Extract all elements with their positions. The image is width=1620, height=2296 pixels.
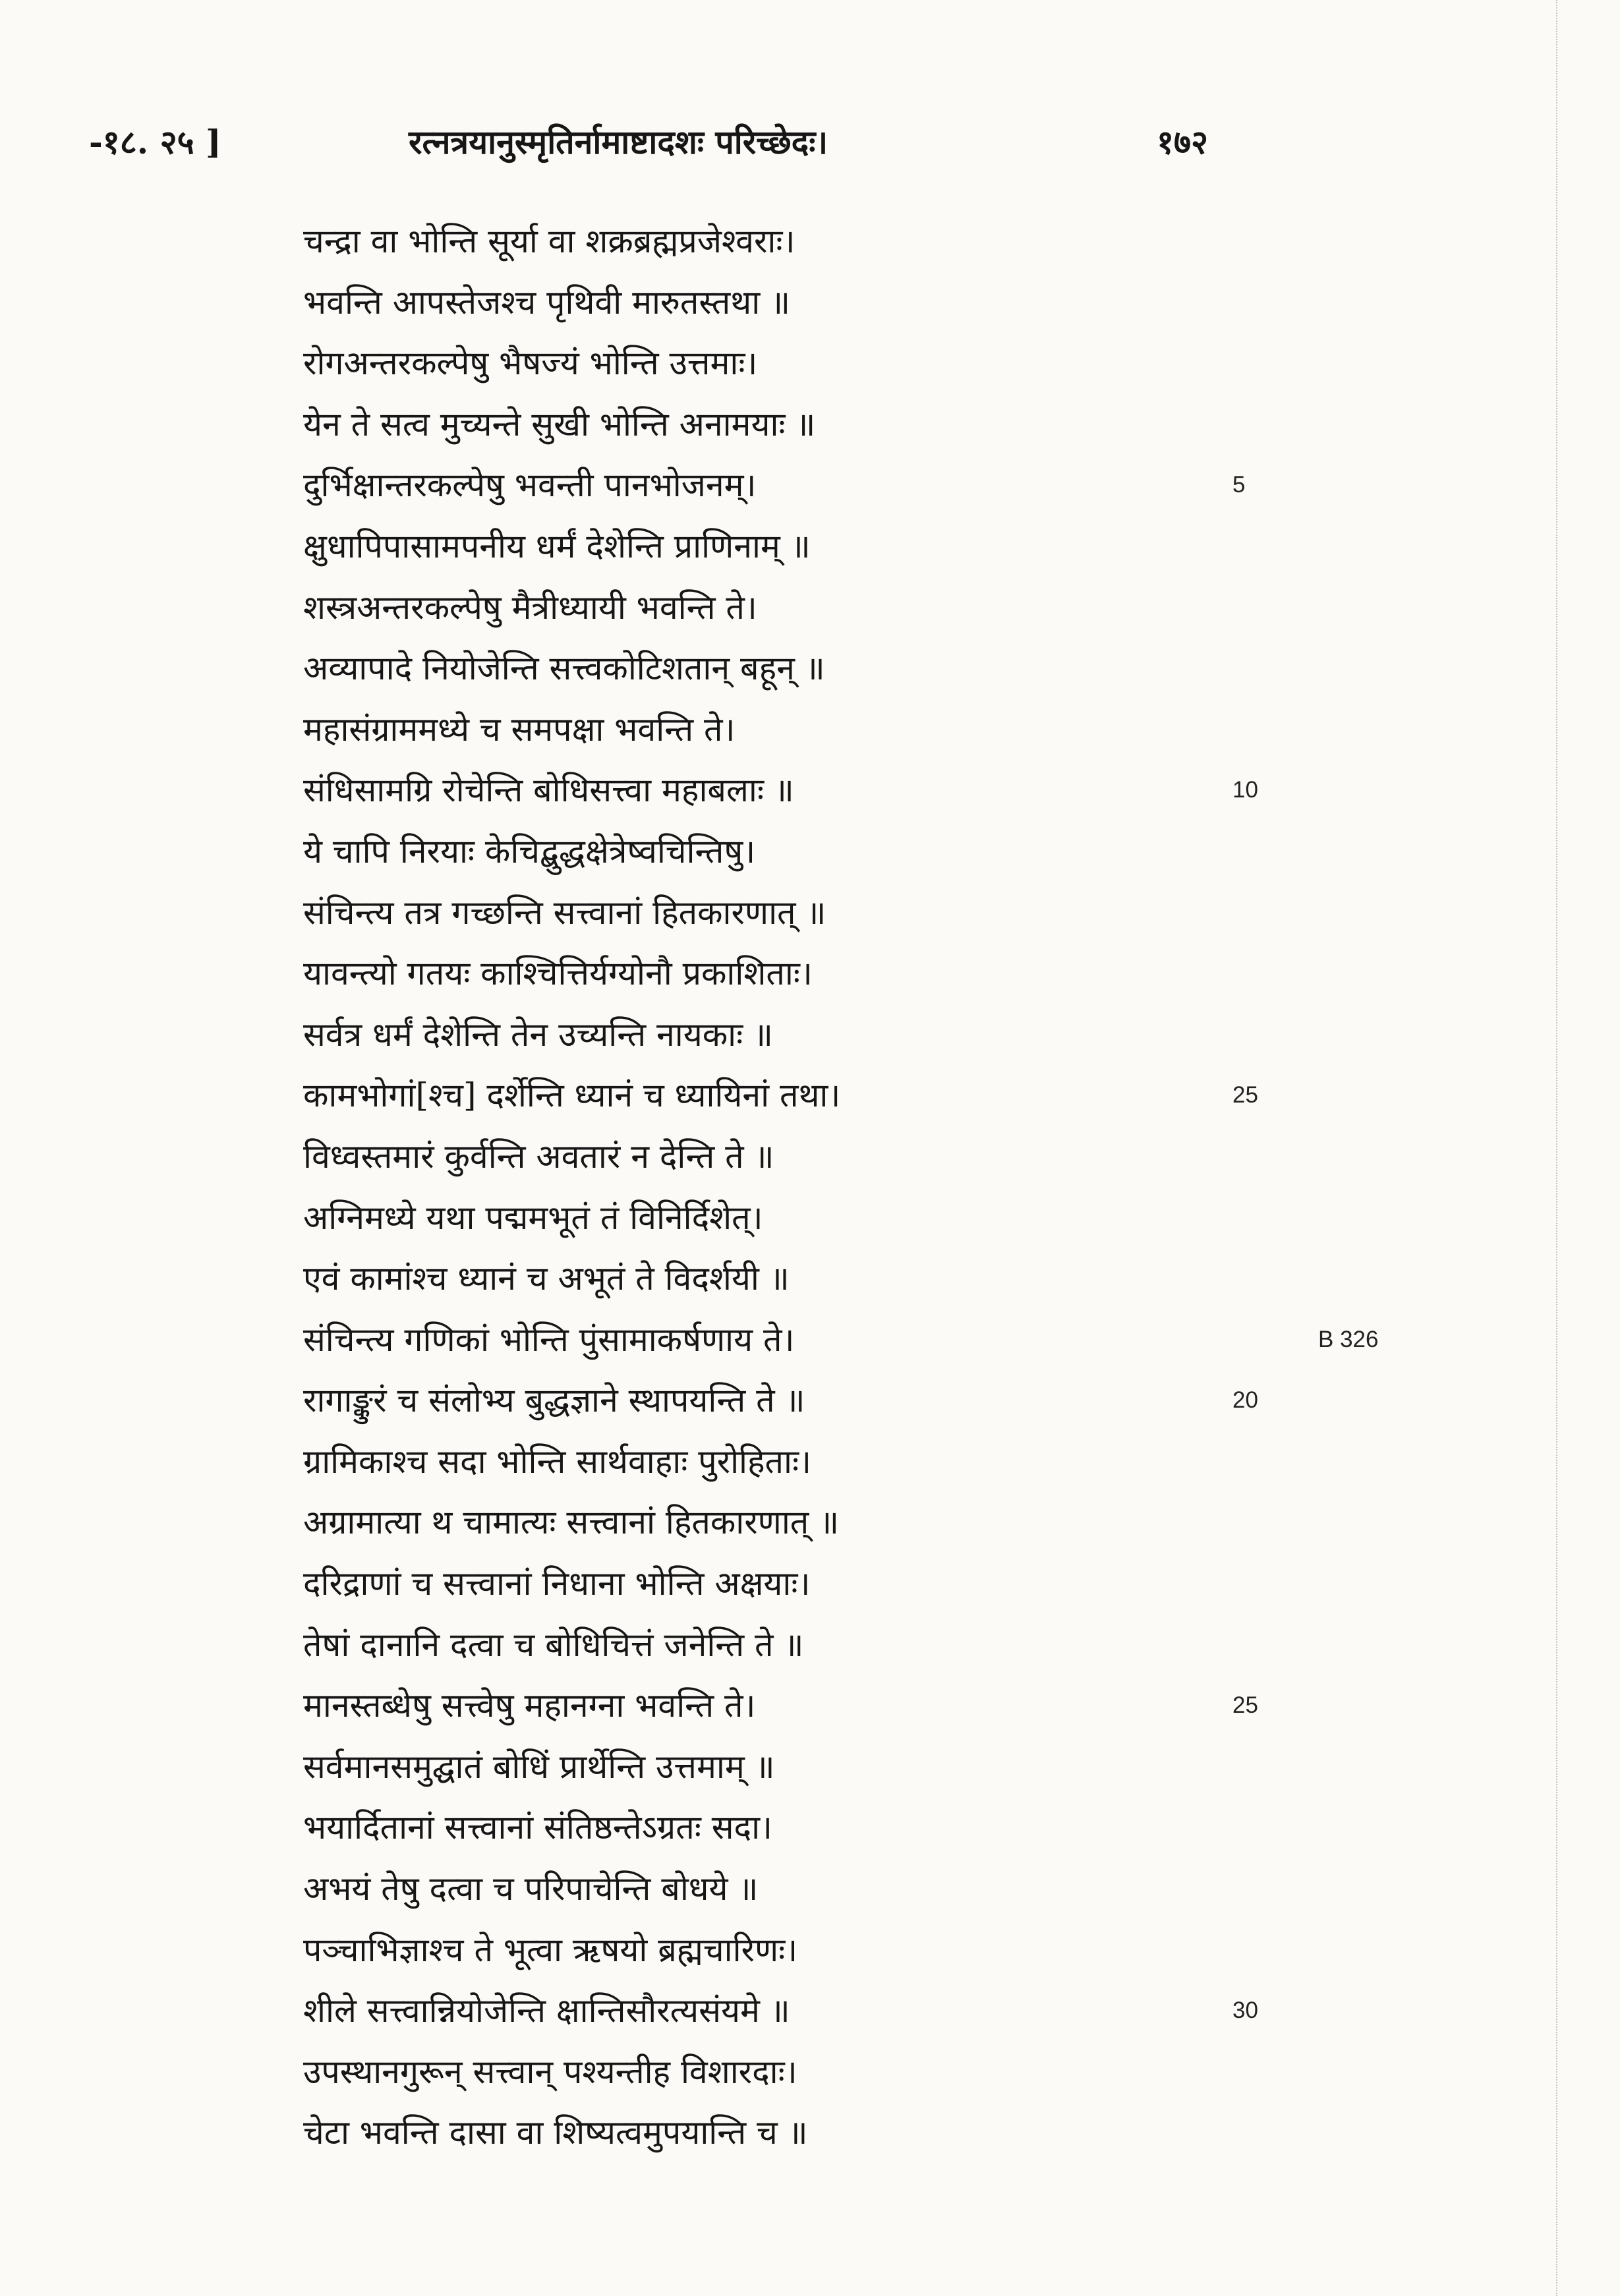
verse-line: तेषां दानानि दत्वा च बोधिचित्तं जनेन्ति ते ॥ xyxy=(303,1625,804,1664)
verse-line: यावन्त्यो गतयः काश्चित्तिर्यग्योनौ प्रकाशिताः। xyxy=(303,954,813,993)
page-edge xyxy=(1553,0,1557,2296)
running-header xyxy=(0,119,1620,178)
verse-line: कामभोगां[श्च] दर्शेन्ति ध्यानं च ध्यायिनां तथा। xyxy=(303,1076,841,1115)
verse-line: एवं कामांश्च ध्यानं च अभूतं ते विदर्शयी ॥ xyxy=(303,1259,790,1298)
verse-line: महासंग्राममध्ये च समपक्षा भवन्ति ते। xyxy=(303,710,736,749)
verse-line: सर्वत्र धर्मं देशेन्ति तेन उच्यन्ति नायकाः ॥ xyxy=(303,1015,774,1054)
verse-block xyxy=(303,211,1239,2164)
verse-range: -१८. २५ ] xyxy=(89,123,221,161)
verse-line: पञ्चाभिज्ञाश्च ते भूत्वा ऋषयो ब्रह्मचारिणः। xyxy=(303,1930,798,1969)
side-reference: B 326 xyxy=(1318,1326,1379,1352)
verse-line: दुर्भिक्षान्तरकल्पेषु भवन्ती पानभोजनम्। xyxy=(303,466,757,505)
page-number: १७२ xyxy=(1157,123,1208,161)
verse-line: क्षुधापिपासामपनीय धर्मं देशेन्ति प्राणिनाम् ॥ xyxy=(303,527,811,565)
verse-line: संधिसामग्रि रोचेन्ति बोधिसत्त्वा महाबलाः ॥ xyxy=(303,771,794,810)
margin-line-number: 25 xyxy=(1232,1692,1258,1719)
verse-line: येन ते सत्व मुच्यन्ते सुखी भोन्ति अनामयाः ॥ xyxy=(303,405,816,444)
margin-line-number: 5 xyxy=(1232,472,1246,498)
verse-line: रागाङ्कुरं च संलोभ्य बुद्धज्ञाने स्थापयन्ति ते ॥ xyxy=(303,1381,805,1420)
verse-line: रोगअन्तरकल्पेषु भैषज्यं भोन्ति उत्तमाः। xyxy=(303,344,758,383)
verse-line: चेटा भवन्ति दासा वा शिष्यत्वमुपयान्ति च ॥ xyxy=(303,2113,808,2152)
margin-line-number: 20 xyxy=(1232,1387,1258,1414)
verse-line: ये चापि निरयाः केचिद्बुद्धक्षेत्रेष्वचिन्तिषु। xyxy=(303,832,756,871)
verse-line: चन्द्रा वा भोन्ति सूर्या वा शक्रब्रह्मप्रजेश्वराः। xyxy=(303,222,796,260)
verse-line: अग्निमध्ये यथा पद्ममभूतं तं विनिर्दिशेत्। xyxy=(303,1198,763,1237)
chapter-title: रत्नत्रयानुस्मृतिर्नामाष्टादशः परिच्छेदः। xyxy=(409,123,828,161)
margin-line-number: 10 xyxy=(1232,777,1258,803)
verse-line: अभयं तेषु दत्वा च परिपाचेन्ति बोधये ॥ xyxy=(303,1870,759,1909)
verse-line: विध्वस्तमारं कुर्वन्ति अवतारं न देन्ति ते ॥ xyxy=(303,1137,774,1176)
margin-line-number: 30 xyxy=(1232,1997,1258,2024)
verse-line: संचिन्त्य तत्र गच्छन्ति सत्त्वानां हितकारणात् ॥ xyxy=(303,893,826,932)
verse-line: उपस्थानगुरून् सत्त्वान् पश्यन्तीह विशारदाः। xyxy=(303,2052,797,2091)
verse-line: शीले सत्त्वान्नियोजेन्ति क्षान्तिसौरत्यसंयमे ॥ xyxy=(303,1992,790,2030)
verse-line: अग्रामात्या थ चामात्यः सत्त्वानां हितकारणात् ॥ xyxy=(303,1503,840,1542)
verse-line: सर्वमानसमुद्घातं बोधिं प्रार्थेन्ति उत्तमाम् ॥ xyxy=(303,1747,775,1786)
verse-line: भवन्ति आपस्तेजश्च पृथिवी मारुतस्तथा ॥ xyxy=(303,283,791,322)
verse-line: दरिद्राणां च सत्त्वानां निधाना भोन्ति अक्षयाः। xyxy=(303,1564,811,1603)
verse-line: भयार्दितानां सत्त्वानां संतिष्ठन्तेऽग्रतः सदा। xyxy=(303,1808,772,1847)
verse-line: मानस्तब्धेषु सत्त्वेषु महानग्ना भवन्ति ते। xyxy=(303,1686,756,1725)
verse-line: संचिन्त्य गणिकां भोन्ति पुंसामाकर्षणाय ते। xyxy=(303,1320,795,1359)
verse-line: ग्रामिकाश्च सदा भोन्ति सार्थवाहाः पुरोहिताः। xyxy=(303,1442,812,1481)
margin-line-number: 25 xyxy=(1232,1082,1258,1108)
verse-line: शस्त्रअन्तरकल्पेषु मैत्रीध्यायी भवन्ति ते। xyxy=(303,588,757,627)
verse-line: अव्यापादे नियोजेन्ति सत्त्वकोटिशतान् बहून् ॥ xyxy=(303,649,825,688)
